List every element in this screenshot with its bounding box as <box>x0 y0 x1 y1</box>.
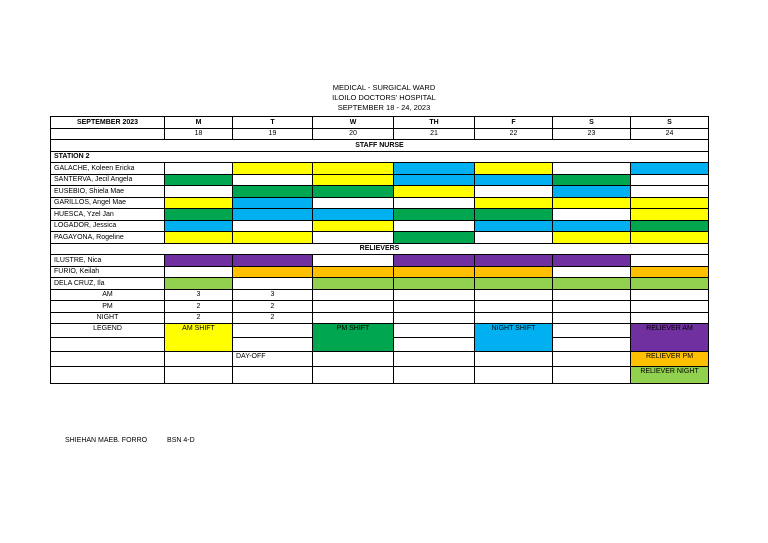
date-header: 24 <box>631 128 709 140</box>
course-section: BSN 4-D <box>167 437 195 444</box>
empty-cell <box>51 352 165 367</box>
shift-cell <box>313 163 394 175</box>
count-row <box>51 312 709 324</box>
shift-cell <box>394 186 475 198</box>
shift-cell <box>233 174 313 186</box>
empty-cell <box>233 324 313 338</box>
shift-cell <box>165 220 233 232</box>
shift-cell <box>233 186 313 198</box>
shift-cell <box>631 220 709 232</box>
shift-cell <box>475 197 553 209</box>
staff-name: PAGAYONA, Rogeline <box>51 232 165 244</box>
count-value <box>553 289 631 301</box>
legend-row <box>51 324 709 338</box>
shift-cell <box>165 266 233 278</box>
shift-cell <box>553 232 631 244</box>
shift-cell <box>553 174 631 186</box>
shift-cell <box>313 266 394 278</box>
empty-cell <box>394 367 475 384</box>
empty-cell <box>313 352 394 367</box>
shift-cell <box>165 197 233 209</box>
empty-cell <box>475 352 553 367</box>
count-value <box>394 312 475 324</box>
staff-row <box>51 174 709 186</box>
count-value <box>631 312 709 324</box>
shift-cell <box>233 209 313 221</box>
shift-cell <box>233 232 313 244</box>
shift-cell <box>394 266 475 278</box>
day-header: M <box>165 117 233 129</box>
station-row <box>51 151 709 163</box>
shift-cell <box>313 255 394 267</box>
empty-cell <box>553 324 631 338</box>
shift-cell <box>165 186 233 198</box>
count-value: 2 <box>233 301 313 313</box>
count-value: 2 <box>165 301 233 313</box>
relievers-name: FURIO, Keilah <box>51 266 165 278</box>
day-header: F <box>475 117 553 129</box>
staff-nurse-header-row <box>51 140 709 152</box>
shift-cell <box>165 174 233 186</box>
hospital-name: ILOILO DOCTORS' HOSPITAL <box>332 93 436 102</box>
shift-cell <box>313 220 394 232</box>
legend-row <box>51 352 709 367</box>
days-row <box>51 117 709 129</box>
shift-cell <box>631 209 709 221</box>
count-value <box>394 301 475 313</box>
empty-cell <box>51 128 165 140</box>
date-header: 20 <box>313 128 394 140</box>
shift-cell <box>475 186 553 198</box>
count-value <box>313 312 394 324</box>
shift-cell <box>475 255 553 267</box>
count-value <box>631 301 709 313</box>
shift-cell <box>553 186 631 198</box>
shift-cell <box>631 255 709 267</box>
day-header: T <box>233 117 313 129</box>
shift-cell <box>233 278 313 290</box>
empty-cell <box>51 367 165 384</box>
shift-cell <box>313 209 394 221</box>
legend-reliever-pm: RELIEVER PM <box>631 352 709 367</box>
empty-cell <box>553 367 631 384</box>
count-value: 3 <box>233 289 313 301</box>
empty-cell <box>553 352 631 367</box>
staff-row <box>51 232 709 244</box>
count-label: PM <box>51 301 165 313</box>
shift-cell <box>394 220 475 232</box>
relievers-name: ILUSTRE, Nica <box>51 255 165 267</box>
shift-cell <box>475 163 553 175</box>
legend-night-shift: NIGHT SHIFT <box>475 324 553 352</box>
legend-reliever-am: RELIEVER AM <box>631 324 709 352</box>
shift-cell <box>553 266 631 278</box>
count-value <box>394 289 475 301</box>
staff-name: LOGADOR, Jessica <box>51 220 165 232</box>
date-header: 18 <box>165 128 233 140</box>
empty-cell <box>553 338 631 352</box>
shift-cell <box>631 186 709 198</box>
shift-cell <box>631 266 709 278</box>
shift-cell <box>553 278 631 290</box>
shift-cell <box>631 174 709 186</box>
empty-cell <box>165 367 233 384</box>
count-value <box>313 301 394 313</box>
shift-cell <box>233 197 313 209</box>
count-value: 2 <box>233 312 313 324</box>
shift-cell <box>553 163 631 175</box>
shift-cell <box>165 278 233 290</box>
count-value <box>553 301 631 313</box>
empty-cell <box>313 367 394 384</box>
staff-name: EUSEBIO, Shiela Mae <box>51 186 165 198</box>
shift-cell <box>475 209 553 221</box>
relievers-header-row <box>51 243 709 255</box>
legend-row <box>51 367 709 384</box>
shift-cell <box>165 255 233 267</box>
shift-cell <box>394 163 475 175</box>
empty-cell <box>475 367 553 384</box>
shift-cell <box>553 197 631 209</box>
shift-cell <box>233 266 313 278</box>
staff-row <box>51 220 709 232</box>
count-value <box>475 312 553 324</box>
day-header: W <box>313 117 394 129</box>
empty-cell <box>394 352 475 367</box>
relievers-row <box>51 255 709 267</box>
count-label: NIGHT <box>51 312 165 324</box>
month-label: SEPTEMBER 2023 <box>51 117 165 129</box>
shift-cell <box>233 220 313 232</box>
count-value: 3 <box>165 289 233 301</box>
section-relievers: RELIEVERS <box>51 243 709 255</box>
staff-name: SANTERVA, Jecil Angela <box>51 174 165 186</box>
footer <box>65 437 213 444</box>
date-range: SEPTEMBER 18 - 24, 2023 <box>337 103 431 112</box>
empty-cell <box>165 352 233 367</box>
section-staff-nurse: STAFF NURSE <box>51 140 709 152</box>
shift-cell <box>475 232 553 244</box>
count-label: AM <box>51 289 165 301</box>
empty-cell <box>394 324 475 338</box>
date-header: 22 <box>475 128 553 140</box>
shift-cell <box>553 220 631 232</box>
relievers-row <box>51 278 709 290</box>
shift-cell <box>631 197 709 209</box>
shift-cell <box>394 232 475 244</box>
shift-cell <box>475 220 553 232</box>
shift-cell <box>394 197 475 209</box>
shift-cell <box>313 232 394 244</box>
staff-name: GARILLOS, Angel Mae <box>51 197 165 209</box>
staff-row <box>51 186 709 198</box>
relievers-name: DELA CRUZ, Ila <box>51 278 165 290</box>
shift-cell <box>313 186 394 198</box>
staff-name: HUESCA, Yzel Jan <box>51 209 165 221</box>
shift-cell <box>313 278 394 290</box>
shift-cell <box>165 163 233 175</box>
legend-day-off: DAY-OFF <box>233 352 313 367</box>
staff-name: GALACHE, Koleen Ericka <box>51 163 165 175</box>
schedule-table <box>50 116 709 384</box>
shift-cell <box>394 174 475 186</box>
date-header: 21 <box>394 128 475 140</box>
shift-cell <box>394 255 475 267</box>
shift-cell <box>394 209 475 221</box>
author-name: SHIEHAN MAEB. FORRO <box>65 437 148 444</box>
count-row <box>51 301 709 313</box>
staff-row <box>51 163 709 175</box>
shift-cell <box>165 209 233 221</box>
legend-reliever-night: RELIEVER NIGHT <box>631 367 709 384</box>
shift-cell <box>553 255 631 267</box>
station-label: STATION 2 <box>51 151 709 163</box>
count-value <box>475 289 553 301</box>
count-value <box>553 312 631 324</box>
empty-cell <box>394 338 475 352</box>
date-header: 19 <box>233 128 313 140</box>
staff-row <box>51 197 709 209</box>
shift-cell <box>475 174 553 186</box>
empty-cell <box>233 367 313 384</box>
date-header: 23 <box>553 128 631 140</box>
shift-cell <box>165 232 233 244</box>
shift-cell <box>553 209 631 221</box>
shift-cell <box>313 197 394 209</box>
dates-row <box>51 128 709 140</box>
day-header: S <box>553 117 631 129</box>
count-value <box>313 289 394 301</box>
shift-cell <box>475 278 553 290</box>
ward-title: MEDICAL - SURGICAL WARD <box>332 83 436 92</box>
shift-cell <box>233 255 313 267</box>
relievers-row <box>51 266 709 278</box>
empty-cell <box>233 338 313 352</box>
count-row <box>51 289 709 301</box>
staff-row <box>51 209 709 221</box>
empty-cell <box>51 338 165 352</box>
shift-cell <box>631 232 709 244</box>
shift-cell <box>631 163 709 175</box>
shift-cell <box>475 266 553 278</box>
count-value <box>631 289 709 301</box>
shift-cell <box>394 278 475 290</box>
count-value: 2 <box>165 312 233 324</box>
count-value <box>475 301 553 313</box>
shift-cell <box>631 278 709 290</box>
legend-am-shift: AM SHIFT <box>165 324 233 352</box>
day-header: S <box>631 117 709 129</box>
legend-pm-shift: PM SHIFT <box>313 324 394 352</box>
legend-title: LEGEND <box>51 324 165 338</box>
shift-cell <box>233 163 313 175</box>
day-header: TH <box>394 117 475 129</box>
shift-cell <box>313 174 394 186</box>
